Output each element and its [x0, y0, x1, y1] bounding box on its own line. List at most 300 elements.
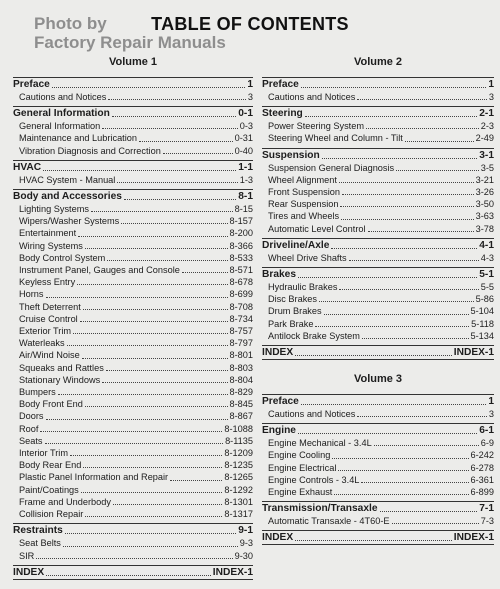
dot-leader — [362, 338, 469, 339]
toc-entry — [13, 447, 253, 459]
dot-leader — [298, 277, 477, 278]
dot-leader — [342, 194, 474, 195]
toc-entry — [13, 508, 253, 520]
toc-entry-page: 8-801 — [229, 350, 253, 361]
section-heading-page: INDEX-1 — [212, 566, 253, 578]
toc-entry-label: Paint/Coatings — [19, 484, 79, 495]
toc-entry-label: Cautions and Notices — [19, 92, 107, 102]
watermark-line-1: Photo by — [34, 14, 107, 33]
toc-entry-page: 8-366 — [229, 240, 253, 251]
section-heading-page: 9-1 — [238, 525, 253, 537]
toc-entry — [262, 91, 494, 103]
toc-entry-page: 3-63 — [475, 211, 494, 222]
dot-leader — [45, 443, 224, 444]
toc-entry — [13, 313, 253, 325]
section-index — [13, 565, 253, 580]
dot-leader — [83, 467, 222, 468]
toc-entry — [262, 174, 494, 186]
toc-entry-label: Hydraulic Brakes — [268, 282, 338, 293]
section-heading-label: Brakes — [262, 269, 296, 281]
toc-entry — [13, 550, 253, 562]
toc-entry — [262, 305, 494, 317]
dot-leader — [332, 458, 468, 459]
toc-entry-label: Doors — [19, 411, 44, 422]
toc-entry-page: 3-5 — [480, 162, 494, 173]
toc-entry-label: Body Front End — [19, 399, 83, 410]
toc-entry — [262, 462, 494, 474]
section-heading-label: Driveline/Axle — [262, 239, 330, 251]
toc-entry-page: 8-1088 — [224, 423, 253, 434]
volume-title: Volume 1 — [108, 56, 158, 68]
toc-entry-label: Antilock Brake System — [268, 330, 360, 341]
toc-entry-label: HVAC System - Manual — [19, 174, 116, 185]
toc-entry-label: Instrument Panel, Gauges and Console — [19, 265, 180, 276]
toc-entry-label: Keyless Entry — [19, 277, 76, 288]
section-driveline-axle — [262, 238, 494, 264]
toc-entry-label: Wipers/Washer Systems — [19, 216, 120, 227]
toc-entry — [262, 223, 494, 235]
toc-entry-page: 2-49 — [475, 133, 494, 144]
section-brakes — [262, 267, 494, 342]
toc-entry-page: 8-1292 — [224, 484, 253, 495]
dot-leader — [339, 289, 478, 290]
dot-leader — [182, 272, 228, 273]
dot-leader — [368, 231, 474, 232]
toc-entry-page: 8-1317 — [224, 509, 253, 520]
toc-entry — [13, 132, 253, 144]
section-heading-label: Preface — [262, 396, 299, 408]
section-heading — [13, 161, 253, 174]
toc-entry — [13, 252, 253, 264]
dot-leader — [40, 431, 222, 432]
dot-leader — [405, 141, 474, 142]
section-heading — [262, 239, 494, 252]
dot-leader — [338, 470, 468, 471]
dot-leader — [163, 153, 233, 154]
dot-leader — [77, 284, 227, 285]
toc-entry-label: Engine Cooling — [268, 450, 331, 461]
dot-leader — [112, 116, 236, 117]
dot-leader — [339, 182, 474, 183]
toc-entry-label: Roof — [19, 423, 39, 434]
section-body-and-accessories — [13, 189, 253, 520]
section-heading — [13, 190, 253, 203]
toc-entry-label: Engine Controls - 3.4L — [268, 474, 360, 485]
toc-entry — [262, 198, 494, 210]
dot-leader — [380, 511, 478, 512]
section-heading-page: 1 — [488, 396, 494, 408]
toc-entry-page: 3-78 — [475, 223, 494, 234]
toc-entry — [13, 471, 253, 483]
dot-leader — [366, 128, 479, 129]
dot-leader — [315, 326, 469, 327]
toc-entry — [262, 120, 494, 132]
section-heading-page: 1 — [247, 79, 253, 90]
section-heading-page: 7-1 — [479, 503, 494, 515]
toc-entry-label: Engine Exhaust — [268, 487, 333, 498]
section-heading-page: 5-1 — [479, 269, 494, 281]
dot-leader — [63, 546, 238, 547]
dot-leader — [357, 416, 487, 417]
dot-leader — [102, 382, 227, 383]
dot-leader — [301, 87, 487, 88]
toc-entry — [262, 437, 494, 449]
dot-leader — [298, 433, 477, 434]
section-heading-label: Steering — [262, 108, 303, 120]
dot-leader — [67, 345, 228, 346]
section-heading — [262, 395, 494, 408]
section-heading — [262, 149, 494, 162]
section-heading-label: Engine — [262, 425, 296, 437]
toc-entry-page: 5-86 — [475, 294, 494, 305]
toc-entry-page: 8-829 — [229, 387, 253, 398]
toc-entry-page: 8-200 — [229, 228, 253, 239]
section-hvac — [13, 160, 253, 186]
toc-entry-label: Air/Wind Noise — [19, 350, 80, 361]
dot-leader — [80, 321, 228, 322]
section-heading — [262, 268, 494, 281]
toc-entry-label: Steering Wheel and Column - Tilt — [268, 133, 403, 144]
dot-leader — [319, 301, 474, 302]
toc-entry-label: Wheel Alignment — [268, 174, 337, 185]
dot-leader — [295, 540, 452, 541]
toc-entry — [13, 386, 253, 398]
toc-entry-page: 8-1301 — [224, 496, 253, 507]
toc-entry-label: Squeaks and Rattles — [19, 362, 104, 373]
dot-leader — [361, 482, 468, 483]
section-steering — [262, 106, 494, 144]
section-heading-label: General Information — [13, 108, 110, 120]
toc-entry — [13, 276, 253, 288]
section-index — [262, 530, 494, 545]
dot-leader — [357, 99, 487, 100]
section-heading — [13, 524, 253, 537]
dot-leader — [117, 182, 237, 183]
section-heading-page: 2-1 — [479, 108, 494, 120]
section-preface — [13, 77, 253, 103]
dot-leader — [334, 494, 468, 495]
dot-leader — [396, 170, 479, 171]
toc-entry-page: 8-571 — [229, 265, 253, 276]
section-heading-page: INDEX-1 — [453, 347, 494, 359]
toc-entry-page: 5-134 — [470, 330, 494, 341]
section-heading-label: INDEX — [13, 566, 45, 578]
toc-entry-page: 6-899 — [470, 487, 494, 498]
toc-entry-page: 3-26 — [475, 187, 494, 198]
dot-leader — [85, 516, 222, 517]
toc-entry-page: 0-31 — [234, 133, 253, 144]
dot-leader — [36, 558, 232, 559]
toc-entry — [13, 264, 253, 276]
toc-entry — [13, 362, 253, 374]
toc-entry-label: Park Brake — [268, 318, 314, 329]
toc-entry — [13, 288, 253, 300]
dot-leader — [295, 355, 452, 356]
toc-entry-page: 6-242 — [470, 450, 494, 461]
section-heading — [13, 566, 253, 579]
toc-entry-page: 3 — [488, 409, 494, 420]
toc-entry-label: Seat Belts — [19, 538, 61, 549]
section-heading-page: 0-1 — [238, 108, 253, 120]
toc-entry — [13, 459, 253, 471]
toc-entry-page: 8-533 — [229, 252, 253, 263]
toc-entry-label: Automatic Transaxle - 4T60-E — [268, 516, 390, 527]
toc-entry-page: 8-1135 — [225, 435, 253, 446]
dot-leader — [81, 492, 223, 493]
toc-entry — [13, 484, 253, 496]
dot-leader — [65, 533, 236, 534]
dot-leader — [107, 260, 227, 261]
toc-entry — [262, 281, 494, 293]
toc-entry-label: Power Steering System — [268, 121, 364, 132]
watermark-line-2: Factory Repair Manuals — [34, 33, 226, 52]
toc-entry-label: Automatic Level Control — [268, 223, 366, 234]
dot-leader — [392, 523, 479, 524]
section-general-information — [13, 106, 253, 157]
section-suspension — [262, 148, 494, 235]
toc-entry-label: Stationary Windows — [19, 374, 101, 385]
volume-2 — [262, 56, 494, 360]
section-heading-label: Body and Accessories — [13, 191, 122, 203]
toc-entry-page: 8-757 — [229, 326, 253, 337]
toc-entry — [13, 325, 253, 337]
toc-entry-label: Body Control System — [19, 252, 106, 263]
toc-entry-label: SIR — [19, 550, 35, 561]
dot-leader — [78, 236, 227, 237]
toc-entry-page: 9-30 — [234, 550, 253, 561]
toc-entry-label: Wiring Systems — [19, 240, 83, 251]
dot-leader — [106, 370, 228, 371]
toc-entry — [13, 145, 253, 157]
volume-title: Volume 2 — [353, 56, 403, 68]
toc-entry-label: Vibration Diagnosis and Correction — [19, 145, 161, 156]
toc-entry-label: Maintenance and Lubrication — [19, 133, 137, 144]
section-heading-label: INDEX — [262, 347, 294, 359]
dot-leader — [349, 260, 479, 261]
toc-entry-page: 8-699 — [229, 289, 253, 300]
toc-entry-label: Suspension General Diagnosis — [268, 162, 395, 173]
toc-entry-page: 5-5 — [480, 282, 494, 293]
section-heading-label: Preface — [262, 79, 299, 90]
dot-leader — [46, 419, 228, 420]
toc-entry — [262, 162, 494, 174]
toc-entry-label: Seats — [19, 435, 43, 446]
toc-entry-label: General Information — [19, 121, 101, 132]
toc-entry — [262, 486, 494, 498]
toc-entry — [262, 474, 494, 486]
toc-entry-label: Cruise Control — [19, 313, 78, 324]
volume-1 — [13, 56, 253, 580]
section-heading-page: 6-1 — [479, 425, 494, 437]
toc-entry — [262, 515, 494, 527]
toc-entry-label: Engine Electrical — [268, 462, 337, 473]
toc-entry-page: 8-845 — [229, 399, 253, 410]
toc-entry-page: 8-1235 — [224, 460, 253, 471]
section-heading — [262, 107, 494, 120]
section-engine — [262, 423, 494, 498]
volume-3 — [262, 373, 494, 545]
section-preface — [262, 394, 494, 420]
toc-entry-page: 3 — [488, 92, 494, 102]
toc-entry-page: 8-803 — [229, 362, 253, 373]
toc-entry — [262, 449, 494, 461]
toc-entry-label: Horns — [19, 289, 44, 300]
dot-leader — [46, 297, 228, 298]
dot-leader — [85, 406, 228, 407]
dot-leader — [374, 445, 479, 446]
dot-leader — [324, 314, 469, 315]
toc-entry-page: 1-3 — [239, 174, 253, 185]
section-heading — [13, 107, 253, 120]
toc-entry — [13, 240, 253, 252]
dot-leader — [102, 128, 238, 129]
toc-entry-page: 8-867 — [229, 411, 253, 422]
toc-entry — [262, 318, 494, 330]
toc-entry-page: 6-9 — [480, 438, 494, 449]
toc-entry-label: Plastic Panel Information and Repair — [19, 472, 169, 483]
toc-entry — [262, 132, 494, 144]
toc-entry-page: 8-708 — [229, 301, 253, 312]
dot-leader — [52, 87, 246, 88]
dot-leader — [121, 223, 227, 224]
toc-entry — [262, 408, 494, 420]
toc-entry-page: 7-3 — [480, 516, 494, 527]
toc-entry — [262, 252, 494, 264]
dot-leader — [58, 394, 228, 395]
toc-entry-page: 5-104 — [470, 306, 494, 317]
dot-leader — [46, 575, 211, 576]
section-heading — [262, 531, 494, 544]
column-right — [262, 56, 494, 548]
toc-entry-label: Engine Mechanical - 3.4L — [268, 438, 372, 449]
toc-entry-label: Frame and Underbody — [19, 496, 111, 507]
toc-entry — [13, 120, 253, 132]
toc-entry-page: 3-21 — [475, 174, 494, 185]
dot-leader — [322, 158, 478, 159]
toc-entry-label: Tires and Wheels — [268, 211, 340, 222]
toc-entry-page: 4-3 — [480, 252, 494, 263]
toc-entry-label: Theft Deterrent — [19, 301, 81, 312]
section-heading-page: 1 — [488, 79, 494, 90]
toc-entry — [13, 227, 253, 239]
toc-entry — [13, 398, 253, 410]
toc-entry — [13, 91, 253, 103]
section-heading-page: 8-1 — [238, 191, 253, 203]
toc-entry-page: 8-678 — [229, 277, 253, 288]
section-heading — [262, 78, 494, 91]
toc-entry-page: 8-1265 — [224, 472, 253, 483]
toc-entry-label: Collision Repair — [19, 509, 84, 520]
dot-leader — [83, 309, 228, 310]
dot-leader — [170, 480, 222, 481]
toc-entry-label: Bumpers — [19, 387, 56, 398]
dot-leader — [73, 333, 227, 334]
toc-entry — [262, 293, 494, 305]
toc-entry-page: 9-3 — [239, 538, 253, 549]
column-left — [13, 56, 253, 583]
toc-entry-page: 6-361 — [470, 474, 494, 485]
toc-entry-label: Exterior Trim — [19, 326, 72, 337]
section-heading-label: Preface — [13, 79, 50, 90]
dot-leader — [43, 170, 236, 171]
toc-entry-page: 0-40 — [234, 145, 253, 156]
toc-entry-page: 6-278 — [470, 462, 494, 473]
toc-entry-page: 3-50 — [475, 199, 494, 210]
toc-entry — [262, 186, 494, 198]
toc-entry-label: Lighting Systems — [19, 204, 89, 215]
toc-entry — [13, 215, 253, 227]
toc-entry — [13, 301, 253, 313]
section-transmission-transaxle — [262, 501, 494, 527]
toc-entry — [13, 410, 253, 422]
toc-entry-label: Wheel Drive Shafts — [268, 252, 347, 263]
toc-entry-label: Interior Trim — [19, 448, 69, 459]
section-heading — [262, 424, 494, 437]
section-heading-page: INDEX-1 — [453, 532, 494, 544]
toc-entry-page: 5-118 — [471, 318, 494, 329]
dot-leader — [301, 404, 487, 405]
volume-title: Volume 3 — [353, 373, 403, 386]
toc-entry-page: 8-797 — [229, 338, 253, 349]
toc-entry — [13, 435, 253, 447]
dot-leader — [341, 219, 473, 220]
toc-entry-page: 8-1209 — [224, 448, 253, 459]
toc-entry-label: Rear Suspension — [268, 199, 339, 210]
dot-leader — [85, 248, 228, 249]
section-heading — [262, 346, 494, 359]
section-index — [262, 345, 494, 360]
volume-spacer — [262, 363, 494, 373]
dot-leader — [305, 116, 478, 117]
toc-entry — [13, 374, 253, 386]
toc-entry-page: 3 — [247, 92, 253, 102]
section-heading-page: 4-1 — [479, 239, 494, 251]
toc-entry — [13, 349, 253, 361]
section-heading-label: INDEX — [262, 532, 294, 544]
dot-leader — [331, 248, 477, 249]
toc-entry-page: 8-734 — [229, 313, 253, 324]
toc-entry-label: Front Suspension — [268, 187, 341, 198]
toc-entry — [13, 203, 253, 215]
section-heading-label: Suspension — [262, 149, 320, 161]
toc-entry-label: Cautions and Notices — [268, 92, 356, 102]
toc-entry — [13, 496, 253, 508]
section-heading-label: Restraints — [13, 525, 63, 537]
toc-entry-label: Disc Brakes — [268, 294, 318, 305]
dot-leader — [108, 99, 246, 100]
dot-leader — [124, 199, 236, 200]
dot-leader — [139, 141, 233, 142]
toc-entry-page: 8-804 — [229, 374, 253, 385]
section-heading-label: HVAC — [13, 161, 42, 173]
toc-entry — [13, 337, 253, 349]
dot-leader — [340, 206, 473, 207]
toc-entry-page: 0-3 — [239, 121, 253, 132]
toc-entry-page: 8-157 — [229, 216, 253, 227]
toc-entry-label: Drum Brakes — [268, 306, 322, 317]
toc-entry — [262, 330, 494, 342]
dot-leader — [70, 455, 222, 456]
section-restraints — [13, 523, 253, 561]
toc-entry-label: Cautions and Notices — [268, 409, 356, 420]
toc-entry-label: Entertainment — [19, 228, 77, 239]
toc-entry-page: 2-3 — [480, 121, 494, 132]
dot-leader — [91, 211, 233, 212]
section-preface — [262, 77, 494, 103]
dot-leader — [82, 358, 228, 359]
toc-entry-label: Waterleaks — [19, 338, 65, 349]
dot-leader — [113, 504, 222, 505]
